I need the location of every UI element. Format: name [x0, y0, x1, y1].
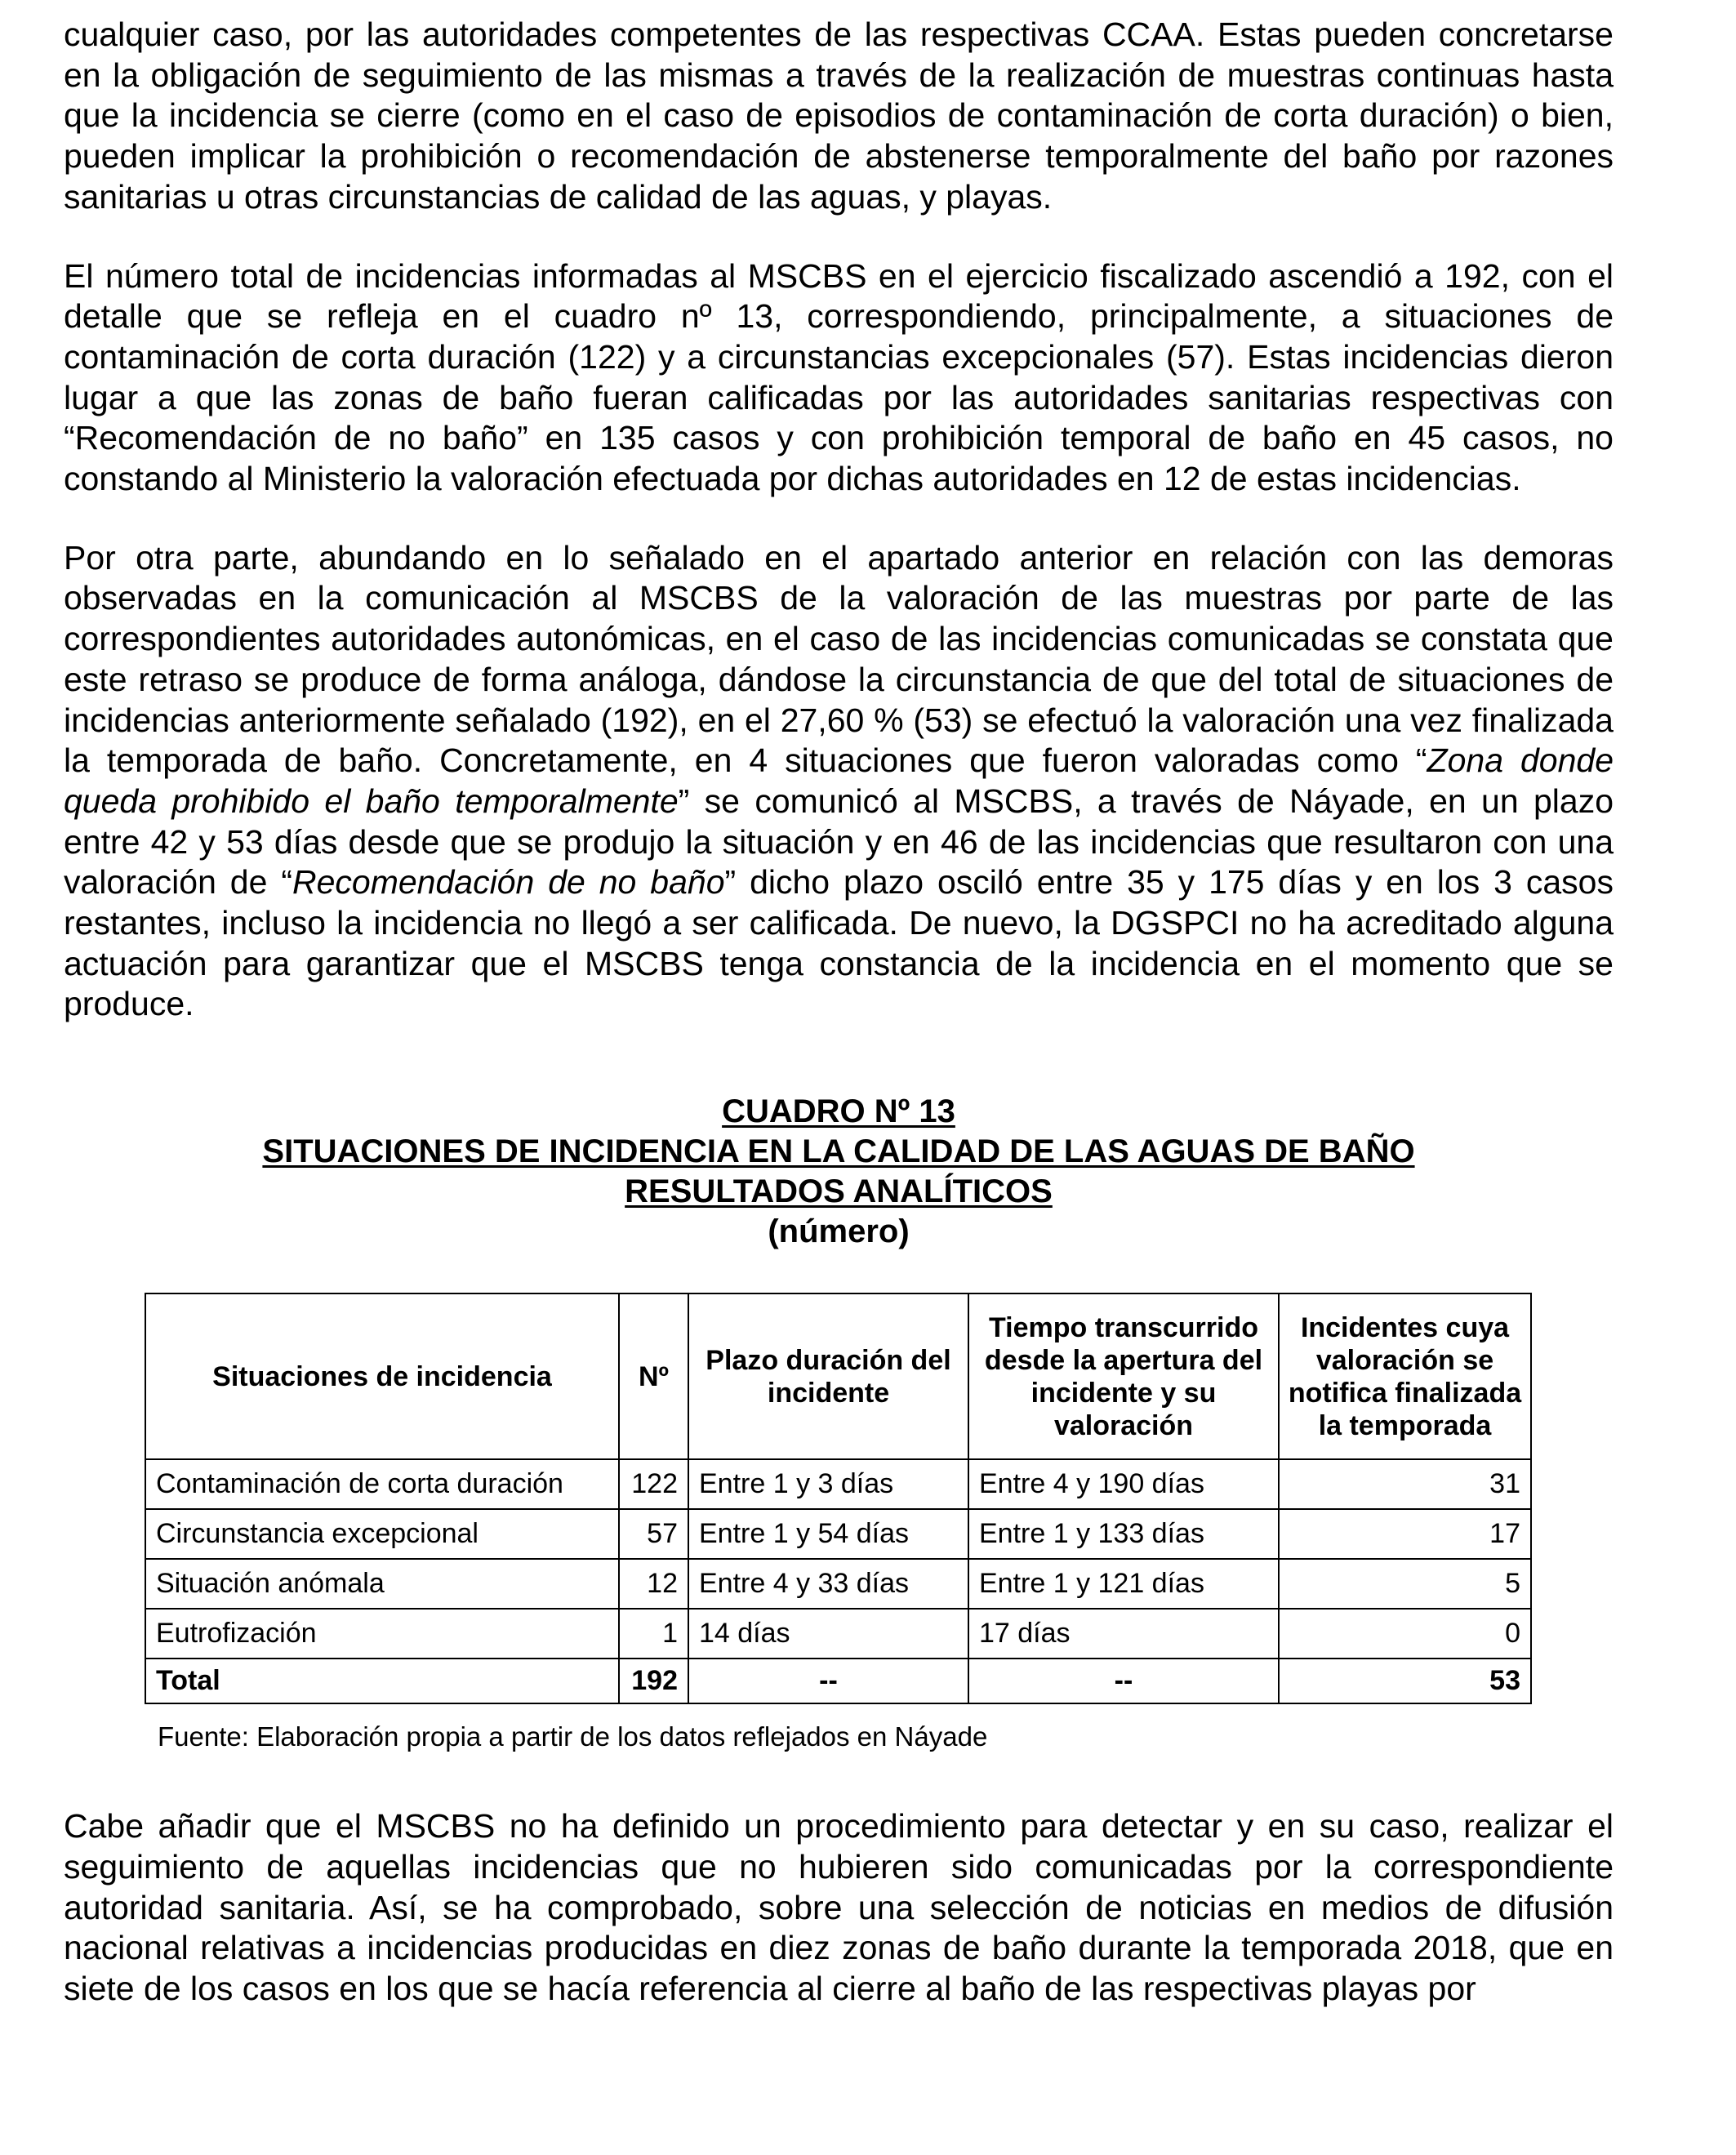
table-source-note: Fuente: Elaboración propia a partir de los datos reflejados en Náyade: [158, 1721, 988, 1752]
paragraph-1: cualquier caso, por las autoridades competentes de las respectivas CCAA. Estas pueden concretarse en la obligación de seguimiento de las mismas a través de la realización de muestras continuas hasta que la incidencia se cierre (como en el caso de episodios de contaminación de corta duración) o bien, pueden implicar la prohibición o recomendación de abstenerse temporalmente del baño por razones sanitarias u otras circunstancias de calidad de las aguas, y playas.: [64, 16, 1614, 216]
header-late-notified: Incidentes cuya valoración se notifica finalizada la temporada: [1279, 1293, 1531, 1459]
table-header-row: [145, 1293, 1531, 1459]
cell-elapsed-time: Entre 1 y 133 días: [968, 1509, 1279, 1559]
total-late-notified: 53: [1279, 1659, 1531, 1703]
cell-duration: 14 días: [688, 1609, 968, 1659]
total-count: 192: [619, 1659, 688, 1703]
cell-late-notified: 5: [1279, 1559, 1531, 1609]
cell-late-notified: 31: [1279, 1459, 1531, 1509]
cell-duration: Entre 1 y 3 días: [688, 1459, 968, 1509]
cell-situation: Eutrofización: [145, 1609, 619, 1659]
table-row: [145, 1559, 1531, 1609]
header-duration: Plazo duración del incidente: [688, 1293, 968, 1459]
caption-unit: (número): [768, 1213, 910, 1250]
paragraph-3: [64, 538, 1614, 1025]
cell-duration: Entre 4 y 33 días: [688, 1559, 968, 1609]
paragraph-3-text-c: ” dicho plazo osciló entre 35 y 175 días y en los 3 casos restantes, incluso la incidencia no llegó a ser calificada. De nuevo, la DGSPCI no ha acreditado alguna actuación para garantizar que el MSCBS tenga constancia de la incidencia en el momento que se produce.: [64, 863, 1614, 1023]
caption-table-number: CUADRO Nº 13: [722, 1093, 955, 1130]
caption-subtitle: RESULTADOS ANALÍTICOS: [625, 1173, 1053, 1210]
header-situation: Situaciones de incidencia: [145, 1293, 619, 1459]
table-total-row: [145, 1659, 1531, 1703]
paragraph-2: El número total de incidencias informadas al MSCBS en el ejercicio fiscalizado ascendió a 192, con el detalle que se refleja en el cuadro nº 13, correspondiendo, principalmente, a situaciones de contaminación de corta duración (122) y a circunstancias excepcionales (57). Estas incidencias dieron lugar a que las zonas de baño fueran calificadas por las autoridades sanitarias respectivas con “Recomendación de no baño” en 135 casos y con prohibición temporal de baño en 45 casos, no constando al Ministerio la valoración efectuada por dichas autoridades en 12 de estas incidencias.: [64, 256, 1614, 498]
cell-count: 12: [619, 1559, 688, 1609]
cell-late-notified: 0: [1279, 1609, 1531, 1659]
table-row: [145, 1609, 1531, 1659]
cell-count: 1: [619, 1609, 688, 1659]
total-label: Total: [145, 1659, 619, 1703]
cell-situation: Circunstancia excepcional: [145, 1509, 619, 1559]
paragraph-3-text-b: ” se comunicó al MSCBS, a través de Náyade, en un plazo entre 42 y 53 días desde que se produjo la situación y en 46 de las incidencias que resultaron con una valoración de “: [64, 781, 1614, 902]
header-count: Nº: [619, 1293, 688, 1459]
cell-elapsed-time: Entre 1 y 121 días: [968, 1559, 1279, 1609]
paragraph-3-italic-a: Zona donde queda prohibido el baño temporalmente: [64, 741, 1614, 820]
table-caption: [64, 1092, 1614, 1252]
cell-situation: Situación anómala: [145, 1559, 619, 1609]
cell-elapsed-time: Entre 4 y 190 días: [968, 1459, 1279, 1509]
table-row: [145, 1459, 1531, 1509]
caption-title: SITUACIONES DE INCIDENCIA EN LA CALIDAD DE LAS AGUAS DE BAÑO: [262, 1133, 1415, 1170]
cell-late-notified: 17: [1279, 1509, 1531, 1559]
table-row: [145, 1509, 1531, 1559]
cell-count: 122: [619, 1459, 688, 1509]
cell-elapsed-time: 17 días: [968, 1609, 1279, 1659]
cell-situation: Contaminación de corta duración: [145, 1459, 619, 1509]
header-elapsed-time: Tiempo transcurrido desde la apertura del incidente y su valoración: [968, 1293, 1279, 1459]
total-elapsed-time: --: [968, 1659, 1279, 1703]
paragraph-3-text-a: Por otra parte, abundando en lo señalado en el apartado anterior en relación con las demoras observadas en la comunicación al MSCBS de la valoración de las muestras por parte de las correspondientes autoridades autonómicas, en el caso de las incidencias comunicadas se constata que este retraso se produce de forma análoga, dándose la circunstancia de que del total de situaciones de incidencias anteriormente señalado (192), en el 27,60 % (53) se efectuó la valoración una vez finalizada la temporada de baño. Concretamente, en 4 situaciones que fueron valoradas como “: [64, 538, 1614, 780]
paragraph-3-italic-b: Recomendación de no baño: [292, 863, 725, 902]
total-duration: --: [688, 1659, 968, 1703]
cell-duration: Entre 1 y 54 días: [688, 1509, 968, 1559]
document-page: [64, 15, 1614, 2010]
incidents-table: [145, 1293, 1532, 1704]
paragraph-4: Cabe añadir que el MSCBS no ha definido un procedimiento para detectar y en su caso, realizar el seguimiento de aquellas incidencias que no hubieren sido comunicadas por la correspondiente autoridad sanitaria. Así, se ha comprobado, sobre una selección de noticias en medios de difusión nacional relativas a incidencias producidas en diez zonas de baño durante la temporada 2018, que en siete de los casos en los que se hacía referencia al cierre al baño de las respectivas playas por: [64, 1807, 1614, 2007]
cell-count: 57: [619, 1509, 688, 1559]
